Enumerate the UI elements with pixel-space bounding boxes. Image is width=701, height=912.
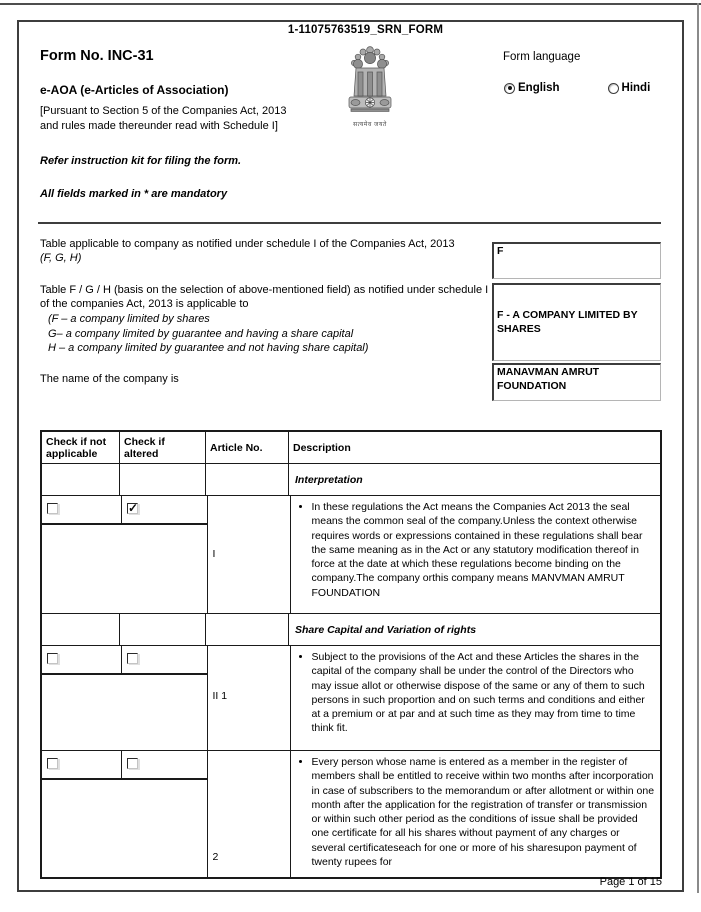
table-fgh-options xyxy=(48,312,492,356)
article-row-I xyxy=(42,496,660,614)
window-top-divider xyxy=(0,3,701,5)
not-applicable-checkbox[interactable] xyxy=(47,653,58,664)
empty-cell xyxy=(206,464,289,495)
page-number: Page 1 of 15 xyxy=(599,876,662,888)
checkbox-area xyxy=(42,496,208,613)
company-name-value: MANAVMAN AMRUT FOUNDATION xyxy=(497,366,600,392)
altered-checkbox[interactable] xyxy=(127,503,138,514)
altered-cell xyxy=(122,751,207,778)
article-number: II 1 xyxy=(208,646,291,750)
article-description xyxy=(291,646,661,750)
not-applicable-checkbox[interactable] xyxy=(47,503,58,514)
table-applicable-input[interactable] xyxy=(492,242,661,279)
header-check-not-applicable: Check if not applicable xyxy=(42,432,120,463)
altered-checkbox[interactable] xyxy=(127,758,138,769)
option-g-text: G– a company limited by guarantee and having a share capital xyxy=(48,327,354,340)
table-header-row xyxy=(42,432,660,464)
checkbox-area xyxy=(42,646,208,750)
article-description-text: • Every person whose name is entered as a member in the register of members shall be entitled to receive within two months after incorporation in case of subscribers to the memorandum or after allotment or within one month after the application for the registration of transfer or transmission or within such other period as the conditions of issue shall be provided one certificate for all his shares without payment of any charges or several certificateseach for one or more of his sharesupon payment of twenty rupees for xyxy=(312,755,657,869)
section-title: Share Capital and Variation of rights xyxy=(295,623,477,636)
table-applicable-text: Table applicable to company as notified under schedule I of the Companies Act, 2013 xyxy=(40,238,455,250)
pursuant-line-1: [Pursuant to Section 5 of the Companies Act, 2013 xyxy=(40,105,287,117)
empty-cell xyxy=(42,614,120,645)
table-fgh-input[interactable] xyxy=(492,283,661,361)
satyameva-jayate-caption: सत्यमेव जयते xyxy=(353,122,387,128)
altered-checkbox[interactable] xyxy=(127,653,138,664)
section-title: Interpretation xyxy=(295,473,363,486)
article-description xyxy=(291,751,661,877)
option-h-text: H – a company limited by guarantee and not having share capital) xyxy=(48,342,369,354)
hindi-radio-button[interactable] xyxy=(608,83,619,94)
not-applicable-checkbox[interactable] xyxy=(47,758,58,769)
section-divider xyxy=(38,222,661,224)
checkbox-subrow xyxy=(42,496,207,525)
table-applicable-label xyxy=(40,237,490,265)
header-description: Description xyxy=(293,441,351,454)
english-radio-label: English xyxy=(518,82,560,94)
table-fgh-value: F - A COMPANY LIMITED BY SHARES xyxy=(497,309,638,335)
company-name-input[interactable] xyxy=(492,363,661,401)
empty-cell xyxy=(120,614,206,645)
table-fgh-label xyxy=(40,283,492,356)
empty-cell xyxy=(206,614,289,645)
empty-cell xyxy=(42,464,120,495)
option-f-text: (F – a company limited by shares xyxy=(48,313,210,325)
not-applicable-cell xyxy=(42,496,122,523)
form-language-label: Form language xyxy=(503,51,581,63)
articles-table xyxy=(40,430,662,879)
empty-cell xyxy=(120,464,206,495)
article-row-II-1 xyxy=(42,646,660,751)
window-right-divider xyxy=(697,3,699,893)
article-description-text: • Subject to the provisions of the Act and these Articles the shares in the capital of the company shall be under the control of the Directors who may issue allot or otherwise dispose of the same or any of them to such persons in such proportion and on such terms and conditions and either at a premium or at par and at such time as they may from time to time think fit. xyxy=(312,650,657,736)
article-number: I xyxy=(208,496,291,613)
altered-cell xyxy=(122,646,207,673)
section-row-interpretation xyxy=(42,464,660,496)
not-applicable-cell xyxy=(42,751,122,778)
table-fgh-text: Table F / G / H (basis on the selection of above-mentioned field) as notified under schedule I of the companies Act, 2013 is applicable to xyxy=(40,284,489,310)
header-article-no: Article No. xyxy=(206,432,289,463)
article-description-text: • In these regulations the Act means the Companies Act 2013 the seal means the common seal of the company.Unless the context otherwise requires words or expressions contained in these regulations shall bear the same meaning as in the Act or any statutory modification thereof in force at the date at which these regulations become binding on the company.The company orthis company means MANVMAN AMRUT FOUNDATION xyxy=(312,500,657,600)
hindi-radio-label: Hindi xyxy=(621,82,651,94)
article-row-2 xyxy=(42,751,660,877)
altered-cell xyxy=(122,496,207,523)
not-applicable-cell xyxy=(42,646,122,673)
srn-form-title: 1-11075763519_SRN_FORM xyxy=(287,24,444,36)
form-language-options xyxy=(504,82,674,94)
ashoka-lion-capital-icon xyxy=(341,44,399,116)
company-name-label: The name of the company is xyxy=(40,373,179,385)
article-number: 2 xyxy=(208,751,291,877)
instruction-kit-note: Refer instruction kit for filing the form. xyxy=(40,155,242,167)
header-check-altered: Check if altered xyxy=(120,432,206,463)
checkbox-area xyxy=(42,751,208,877)
language-option-hindi[interactable] xyxy=(608,82,651,94)
table-applicable-value: F xyxy=(497,245,504,257)
table-applicable-hint: (F, G, H) xyxy=(40,252,82,264)
english-radio-button[interactable] xyxy=(504,83,515,94)
section-row-share-capital xyxy=(42,614,660,646)
pursuant-text xyxy=(40,104,286,133)
article-description xyxy=(291,496,661,613)
checkbox-subrow xyxy=(42,646,207,675)
mandatory-fields-note: All fields marked in * are mandatory xyxy=(40,188,228,200)
india-emblem xyxy=(333,44,407,129)
pursuant-line-2: and rules made thereunder read with Schedule I] xyxy=(40,119,278,132)
form-name-heading: e-AOA (e-Articles of Association) xyxy=(40,83,229,97)
form-number-heading: Form No. INC-31 xyxy=(40,48,154,64)
checkbox-subrow xyxy=(42,751,207,780)
language-option-english[interactable] xyxy=(504,82,560,94)
